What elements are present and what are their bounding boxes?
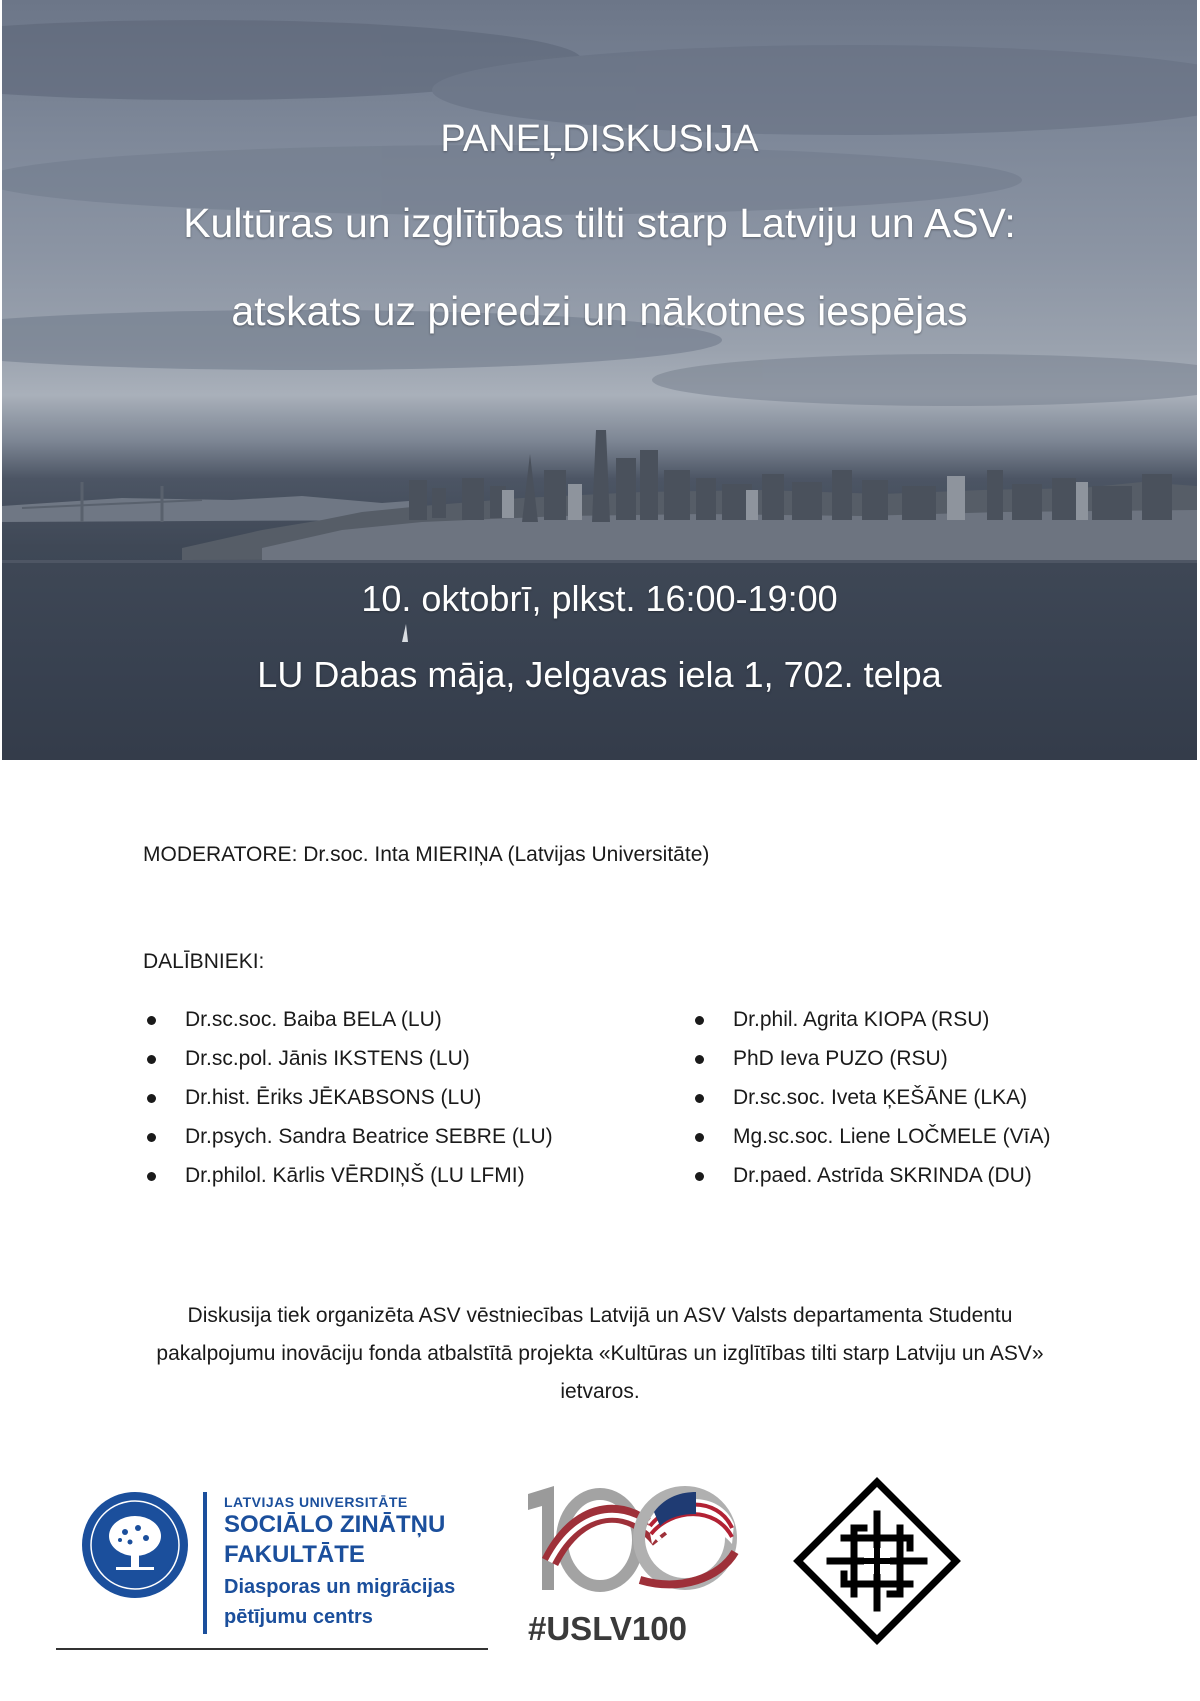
lu-seal-logo <box>80 1490 190 1600</box>
note-line-1: Diskusija tiek organizēta ASV vēstniecības Latvijā un ASV Valsts departamenta Studentu <box>187 1304 1013 1327</box>
list-item: Dr.hist. Ēriks JĒKABSONS (LU) <box>143 1078 553 1117</box>
list-item: Dr.sc.soc. Iveta ĶEŠĀNE (LKA) <box>691 1078 1050 1117</box>
participants-heading: DALĪBNIEKI: <box>143 950 265 973</box>
list-item: Dr.psych. Sandra Beatrice SEBRE (LU) <box>143 1117 553 1156</box>
note-line-2: pakalpojumu inovāciju fonda atbalstītā projekta «Kultūras un izglītības tilti starp Latviju un ASV» <box>156 1342 1044 1365</box>
lu-wordmark <box>224 1494 455 1630</box>
list-item: Dr.phil. Agrita KIOPA (RSU) <box>691 1000 1050 1039</box>
note-line-3: ietvaros. <box>560 1380 640 1403</box>
participants-list-right <box>691 1000 1050 1195</box>
event-location: LU Dabas māja, Jelgavas iela 1, 702. telpa <box>257 654 942 695</box>
lu-underline <box>56 1648 488 1650</box>
latvian-sun-cross-emblem <box>792 1476 962 1646</box>
lu-faculty-line-2: FAKULTĀTE <box>224 1541 365 1568</box>
list-item: Dr.sc.pol. Jānis IKSTENS (LU) <box>143 1039 553 1078</box>
event-date: 10. oktobrī, plkst. 16:00-19:00 <box>361 578 838 619</box>
list-item: Mg.sc.soc. Liene LOČMELE (VīA) <box>691 1117 1050 1156</box>
lu-university-name: LATVIJAS UNIVERSITĀTE <box>224 1494 408 1510</box>
uslv100-logo <box>520 1482 745 1607</box>
event-type: PANEĻDISKUSIJA <box>440 118 759 160</box>
event-title-line-2: atskats uz pieredzi un nākotnes iespējas <box>231 288 968 334</box>
list-item: PhD Ieva PUZO (RSU) <box>691 1039 1050 1078</box>
uslv100-hashtag: #USLV100 <box>528 1610 687 1647</box>
participants-list-left <box>143 1000 553 1195</box>
moderator-line: MODERATORE: Dr.soc. Inta MIERIŅA (Latvijas Universitāte) <box>143 843 710 866</box>
lu-divider <box>203 1492 207 1634</box>
lu-center-line-2: pētījumu centrs <box>224 1606 373 1628</box>
event-title-line-1: Kultūras un izglītības tilti starp Latviju un ASV: <box>183 200 1016 246</box>
city-skyline-photo <box>2 0 1197 760</box>
list-item: Dr.paed. Astrīda SKRINDA (DU) <box>691 1156 1050 1195</box>
list-item: Dr.philol. Kārlis VĒRDIŅŠ (LU LFMI) <box>143 1156 553 1195</box>
hero-banner <box>2 0 1197 760</box>
organizer-note <box>40 1297 1160 1411</box>
lu-faculty-line-1: SOCIĀLO ZINĀTŅU <box>224 1511 446 1538</box>
lu-center-line-1: Diasporas un migrācijas <box>224 1576 456 1598</box>
list-item: Dr.sc.soc. Baiba BELA (LU) <box>143 1000 553 1039</box>
